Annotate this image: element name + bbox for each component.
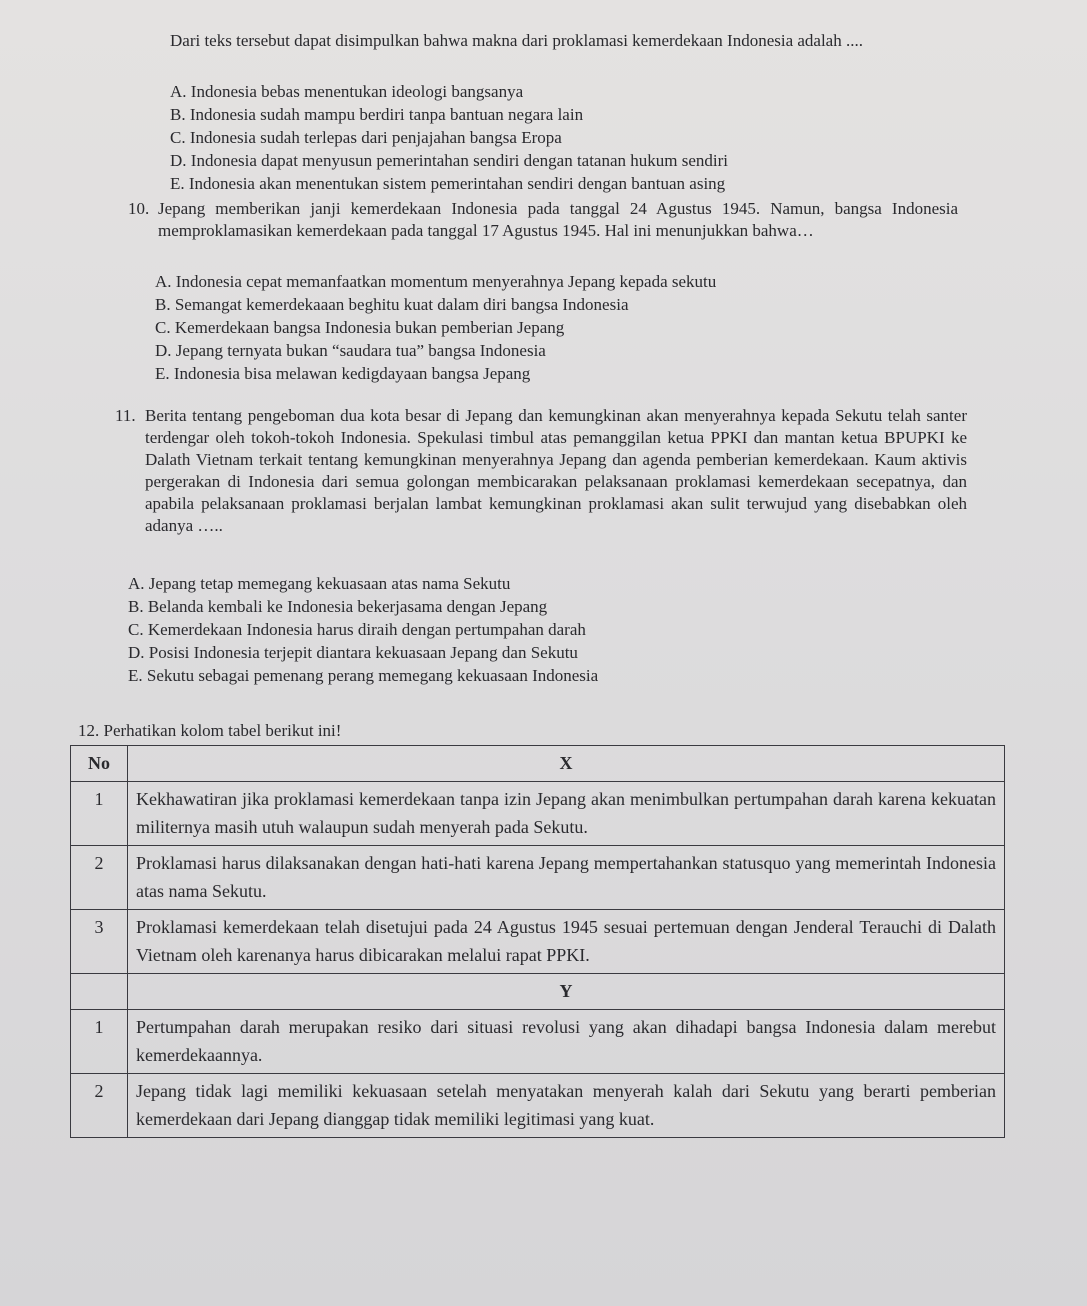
table-cell-text: Jepang tidak lagi memiliki kekuasaan setelah menyatakan menyerah kalah dari Sekutu yang berarti pemberian kemerdekaan dari Jepang dianggap tidak memiliki legitimasi yang kuat. (128, 1074, 1005, 1138)
question-11-options (128, 572, 598, 687)
question-9-option-e[interactable]: E. Indonesia akan menentukan sistem pemerintahan sendiri dengan bantuan asing (170, 174, 726, 193)
table-header-y: Y (128, 974, 1005, 1010)
table-cell-no: 3 (71, 910, 128, 974)
question-10-text: Jepang memberikan janji kemerdekaan Indonesia pada tanggal 24 Agustus 1945. Namun, bangsa Indonesia memproklamasikan kemerdekaan pada tanggal 17 Agustus 1945. Hal ini menunjukkan bahwa… (158, 199, 958, 240)
table-header-x: X (128, 746, 1005, 782)
question-10-option-a[interactable]: A. Indonesia cepat memanfaatkan momentum menyerahnya Jepang kepada sekutu (155, 272, 717, 291)
table-header-row-y (71, 974, 1005, 1010)
question-9-option-d[interactable]: D. Indonesia dapat menyusun pemerintahan sendiri dengan tatanan hukum sendiri (170, 151, 729, 170)
question-11-option-c[interactable]: C. Kemerdekaan Indonesia harus diraih dengan pertumpahan darah (128, 620, 586, 639)
table-row (71, 1074, 1005, 1138)
table-cell-no: 2 (71, 1074, 128, 1138)
table-cell-no: 2 (71, 846, 128, 910)
table-header-row-x (71, 746, 1005, 782)
question-10-option-e[interactable]: E. Indonesia bisa melawan kedigdayaan bangsa Jepang (155, 364, 531, 383)
question-11-option-d[interactable]: D. Posisi Indonesia terjepit diantara kekuasaan Jepang dan Sekutu (128, 643, 578, 662)
question-10-option-d[interactable]: D. Jepang ternyata bukan “saudara tua” bangsa Indonesia (155, 341, 546, 360)
table-cell-no: 1 (71, 782, 128, 846)
question-12-title: 12. Perhatikan kolom tabel berikut ini! (78, 721, 342, 740)
question-10-number: 10. (128, 199, 150, 218)
question-11-text: Berita tentang pengeboman dua kota besar di Jepang dan kemungkinan akan menyerahnya kepada Sekutu telah santer terdengar oleh tokoh-tokoh Indonesia. Spekulasi timbul atas pemanggilan ketua PPKI dan mantan ketua BPUPKI ke Dalath Vietnam terkait tentang kemungkinan menyerahnya Jepang dan agenda pemberian kemerdekaan. Kaum aktivis pergerakan di Indonesia dari semua golongan membicarakan pelaksanaan proklamasi kemerdekaan secepatnya, dan apabila pelaksanaan proklamasi berjalan lambat kemungkinan proklamasi akan sulit terwujud yang disebabkan oleh adanya ….. (145, 406, 967, 535)
question-11-option-a[interactable]: A. Jepang tetap memegang kekuasaan atas nama Sekutu (128, 574, 511, 593)
question-10-option-c[interactable]: C. Kemerdekaan bangsa Indonesia bukan pemberian Jepang (155, 318, 565, 337)
table-row (71, 846, 1005, 910)
table-cell-text: Proklamasi kemerdekaan telah disetujui pada 24 Agustus 1945 sesuai pertemuan dengan Jenderal Terauchi di Dalath Vietnam oleh karenanya harus dibicarakan melalui rapat PPKI. (128, 910, 1005, 974)
table-cell-no: 1 (71, 1010, 128, 1074)
table-header-no: No (71, 746, 128, 782)
question-11-number: 11. (115, 406, 136, 425)
table-header-blank (71, 974, 128, 1010)
question-10-option-b[interactable]: B. Semangat kemerdekaaan beghitu kuat dalam diri bangsa Indonesia (155, 295, 629, 314)
question-11-option-b[interactable]: B. Belanda kembali ke Indonesia bekerjasama dengan Jepang (128, 597, 548, 616)
question-9-stem: Dari teks tersebut dapat disimpulkan bahwa makna dari proklamasi kemerdekaan Indonesia adalah .... (170, 31, 863, 50)
table-cell-text: Proklamasi harus dilaksanakan dengan hati-hati karena Jepang mempertahankan statusquo yang memerintah Indonesia atas nama Sekutu. (128, 846, 1005, 910)
table-row (71, 782, 1005, 846)
table-cell-text: Pertumpahan darah merupakan resiko dari situasi revolusi yang akan dihadapi bangsa Indonesia dalam merebut kemerdekaannya. (128, 1010, 1005, 1074)
question-9-option-c[interactable]: C. Indonesia sudah terlepas dari penjajahan bangsa Eropa (170, 128, 562, 147)
table-cell-text: Kekhawatiran jika proklamasi kemerdekaan tanpa izin Jepang akan menimbulkan pertumpahan darah karena kekuatan militernya masih utuh walaupun sudah menyerah pada Sekutu. (128, 782, 1005, 846)
question-11-stem (115, 405, 967, 537)
table-row (71, 1010, 1005, 1074)
question-9-options (170, 80, 728, 195)
question-10-stem (128, 198, 958, 242)
question-9-option-b[interactable]: B. Indonesia sudah mampu berdiri tanpa bantuan negara lain (170, 105, 584, 124)
question-11-option-e[interactable]: E. Sekutu sebagai pemenang perang memegang kekuasaan Indonesia (128, 666, 599, 685)
question-9-option-a[interactable]: A. Indonesia bebas menentukan ideologi bangsanya (170, 82, 524, 101)
question-10-options (155, 270, 716, 385)
question-12-table (70, 745, 1005, 1138)
table-row (71, 910, 1005, 974)
